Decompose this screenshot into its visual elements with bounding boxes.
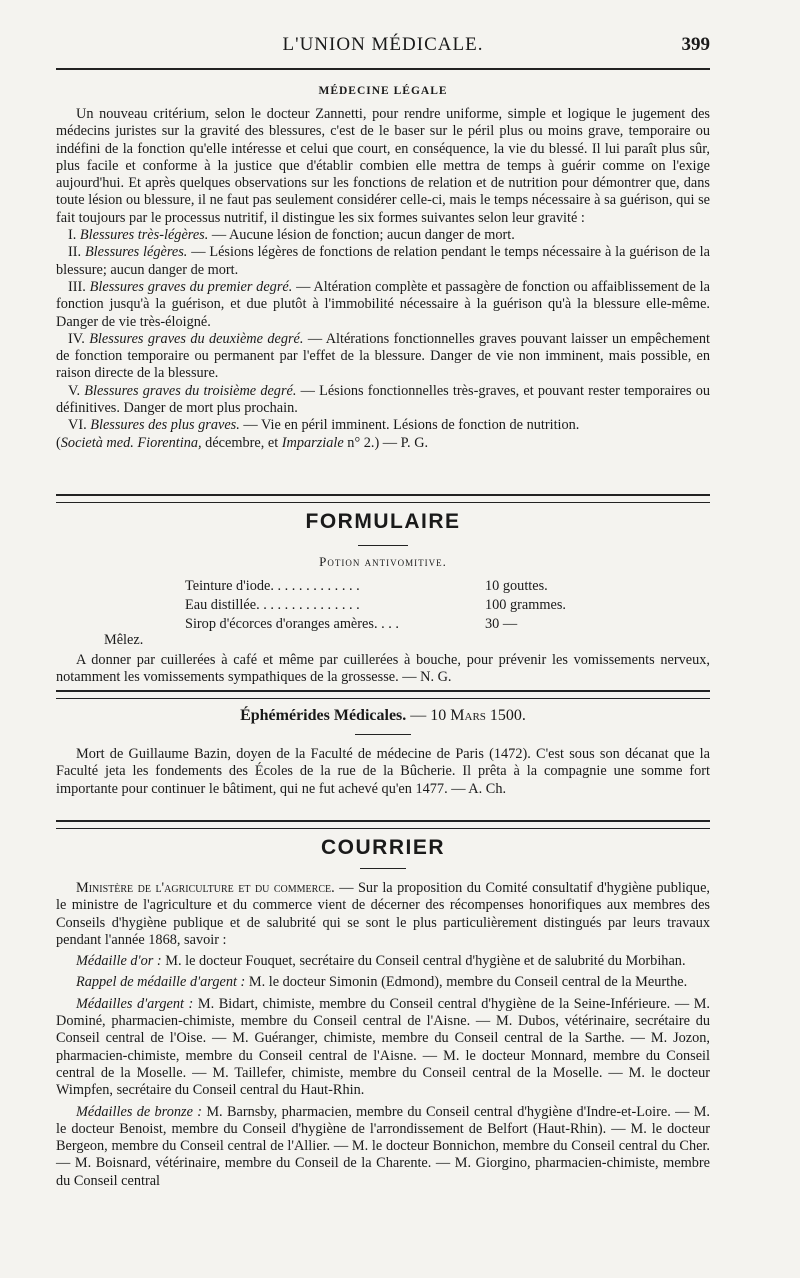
award-entry (56, 996, 710, 1100)
item-title: Blessures légères. (84, 244, 188, 261)
section-heading-medecine-legale: MÉDECINE LÉGALE (318, 85, 448, 97)
section-heading-courrier: COURRIER (320, 836, 445, 859)
item-number: II. (68, 244, 82, 261)
award-recipients: M. le docteur Fouquet, secrétaire du Conseil central d'hygiène et de salubrité du Morbihan. (161, 953, 686, 970)
heading-short-rule (358, 545, 408, 546)
intro-paragraph: Un nouveau critérium, selon le docteur Zannetti, pour rendre uniforme, simple et logique le jugement des médecins juristes sur la gravité des blessures, c'est de le baser sur le péril plus ou moins grave, temporaire ou indéfini de la fonction qu'elle intéresse et celui que court, en conséquence, la vie du blessé. Il lui paraît plus sûr, plus facile et conforme à la justice que d'établir combien elle mettra de temps à guérir comme on l'exige aujourd'hui. Et après quelques observations sur les fonctions de relation et de nutrition pour démontrer que, dans toute lésion ou blessure, il ne faut pas seulement considérer celle-ci, mais le temps nécessaire à sa guérison, qui se fait toujours par le processus nutritif, il distingue les six formes suivantes selon leur gravité : (56, 106, 710, 226)
ministry-announcement: Ministère de l'agriculture et du commerce. — Sur la proposition du Comité consultatif d'hygiène publique, le ministre de l'agriculture et du commerce vient de décerner des récompenses honorifiques aux membres des Conseils d'hygiène publique et de salubrité qui se sont le plus particulièrement distingués par leurs travaux pendant l'année 1868, savoir : (56, 880, 711, 948)
award-entry (56, 1104, 710, 1190)
item-number: V. (68, 382, 81, 399)
ephemerides-date: — 10 Mars 1500. (410, 707, 526, 724)
gravity-list (56, 227, 710, 435)
award-label: Médaille d'or : (76, 953, 162, 970)
gravity-item (56, 331, 710, 383)
ephemerides-heading (56, 707, 710, 725)
ingredient-quantity: 10 gouttes. (485, 578, 548, 594)
ephemerides-title: Éphémérides Médicales. (240, 707, 407, 724)
ephemerides-text: Mort de Guillaume Bazin, doyen de la Faculté de médecine de Paris (1472). C'est sous son décanat que la Faculté jeta les fondements des Écoles de la rue de la Bûcherie. Il prêta à la compagnie une somme fort importante pour continuer le bâtiment, qui ne fut achevé qu'en 1477. — A. Ch. (56, 746, 710, 797)
item-text: — Altération complète et passagère de fonction ou affaiblissement de la fonction jusqu'à la guérison, et due plutôt à l'immobilité nécessaire à la guérison qu'à la blessure elle-même. Danger de vie très-éloigné. (56, 278, 710, 330)
running-head (56, 34, 710, 58)
award-recipients: M. Barnsby, pharmacien, membre du Conseil central d'hygiène d'Indre-et-Loire. — M. le docteur Benoist, membre du Conseil d'hygiène de l'arrondissement de Belfort (Haut-Rhin). — M. le docteur Bergeon, membre du Conseil central de l'Allier. — M. le docteur Bonnichon, membre du Conseil central du Cher. — M. Boisnard, vétérinaire, membre du Conseil de la Charente. — M. Giorgino, pharmacien-chimiste, membre du Conseil central (56, 1103, 711, 1189)
item-text: — Aucune lésion de fonction; aucun danger de mort. (208, 227, 515, 244)
item-title: Blessures graves du premier degré. (89, 278, 293, 295)
gravity-item (56, 244, 710, 279)
gravity-item (56, 383, 710, 418)
mix-instruction: Mêlez. (104, 632, 144, 648)
item-number: I. (68, 227, 77, 244)
ingredient-name: Sirop d'écorces d'oranges amères. . . . (185, 616, 399, 632)
award-label: Médailles de bronze : (76, 1103, 203, 1120)
item-text: — Altérations fonctionnelles graves pouvant laisser un empêchement de fonction temporaire ou permanent par l'effet de la blessure. Danger de vie non imminent, mais possible, en raison directe de la blessure. (56, 330, 710, 382)
ingredient-quantity: 30 — (485, 616, 518, 632)
formula-title: Potion antivomitive. (319, 554, 447, 569)
source-citation: (Società med. Fiorentina, décembre, et Imparziale n° 2.) — P. G. (56, 434, 429, 451)
award-entry (56, 974, 710, 991)
item-number: IV. (68, 330, 85, 347)
section-heading-formulaire: FORMULAIRE (305, 510, 461, 533)
ingredient-name: Eau distillée. . . . . . . . . . . . . . . (185, 597, 360, 613)
heading-short-rule (360, 868, 406, 869)
item-title: Blessures graves du deuxième degré. (89, 330, 304, 347)
ingredient-quantity: 100 grammes. (485, 597, 566, 613)
gravity-item (56, 279, 710, 331)
item-number: III. (68, 278, 86, 295)
courrier-body (56, 880, 710, 1190)
formula-usage: A donner par cuillerées à café et même par cuillerées à bouche, pour prévenir les vomissements nerveux, notamment les vomissements sympathiques de la grossesse. — N. G. (56, 652, 710, 686)
source-journal-1: Società med. Fiorentina, (60, 434, 202, 451)
source-journal-2: Imparziale (281, 434, 344, 451)
item-title: Blessures très-légères. (79, 227, 209, 244)
gravity-item (56, 417, 710, 434)
item-title: Blessures graves du troisième degré. (84, 382, 297, 399)
award-recipients: M. le docteur Simonin (Edmond), membre du Conseil central de la Meurthe. (245, 974, 688, 991)
ingredient-name: Teinture d'iode. . . . . . . . . . . . . (185, 578, 360, 594)
journal-title: L'UNION MÉDICALE. (282, 34, 484, 55)
item-text: — Lésions légères de fonctions de relation pendant le temps nécessaire à la guérison de la blessure; aucun danger de mort. (56, 244, 710, 278)
ephemerides-body (56, 746, 710, 798)
item-text: — Lésions fonctionnelles très-graves, et pouvant rester temporaires ou définitives. Danger de mort plus prochain. (56, 382, 710, 417)
gravity-item (56, 227, 710, 244)
medecine-legale-body (56, 106, 710, 452)
award-label: Rappel de médaille d'argent : (76, 974, 246, 991)
page-number: 399 (681, 34, 710, 55)
heading-short-rule (355, 734, 411, 735)
formulaire-body (56, 652, 710, 687)
item-number: VI. (68, 417, 87, 434)
header-rule (56, 68, 710, 70)
award-entry (56, 953, 710, 970)
award-label: Médailles d'argent : (76, 995, 194, 1012)
section-divider (56, 690, 710, 699)
award-recipients: M. Bidart, chimiste, membre du Conseil central d'hygiène de la Seine-Inférieure. — M. Dominé, pharmacien-chimiste, membre du Conseil central de l'Aisne. — M. Dubos, vétérinaire, secrétaire du Conseil central de l'Oise. — M. Guéranger, chimiste, membre du Conseil central de la Sarthe. — M. Jozon, pharmacien-chimiste, membre du Conseil central de l'Aisne. — M. le docteur Monnard, membre du Conseil central de la Moselle. — M. Taillefer, chimiste, membre du Conseil central de la Moselle. — M. le docteur Wimpfen, secrétaire du Conseil central du Haut-Rhin. (56, 995, 710, 1099)
ministry-name: Ministère de l'agriculture et du commerce. (76, 880, 335, 896)
awards-list (56, 953, 710, 1190)
section-divider (56, 820, 710, 829)
section-divider (56, 494, 710, 503)
item-text: — Vie en péril imminent. Lésions de fonction de nutrition. (239, 417, 580, 434)
item-title: Blessures des plus graves. (90, 417, 240, 434)
